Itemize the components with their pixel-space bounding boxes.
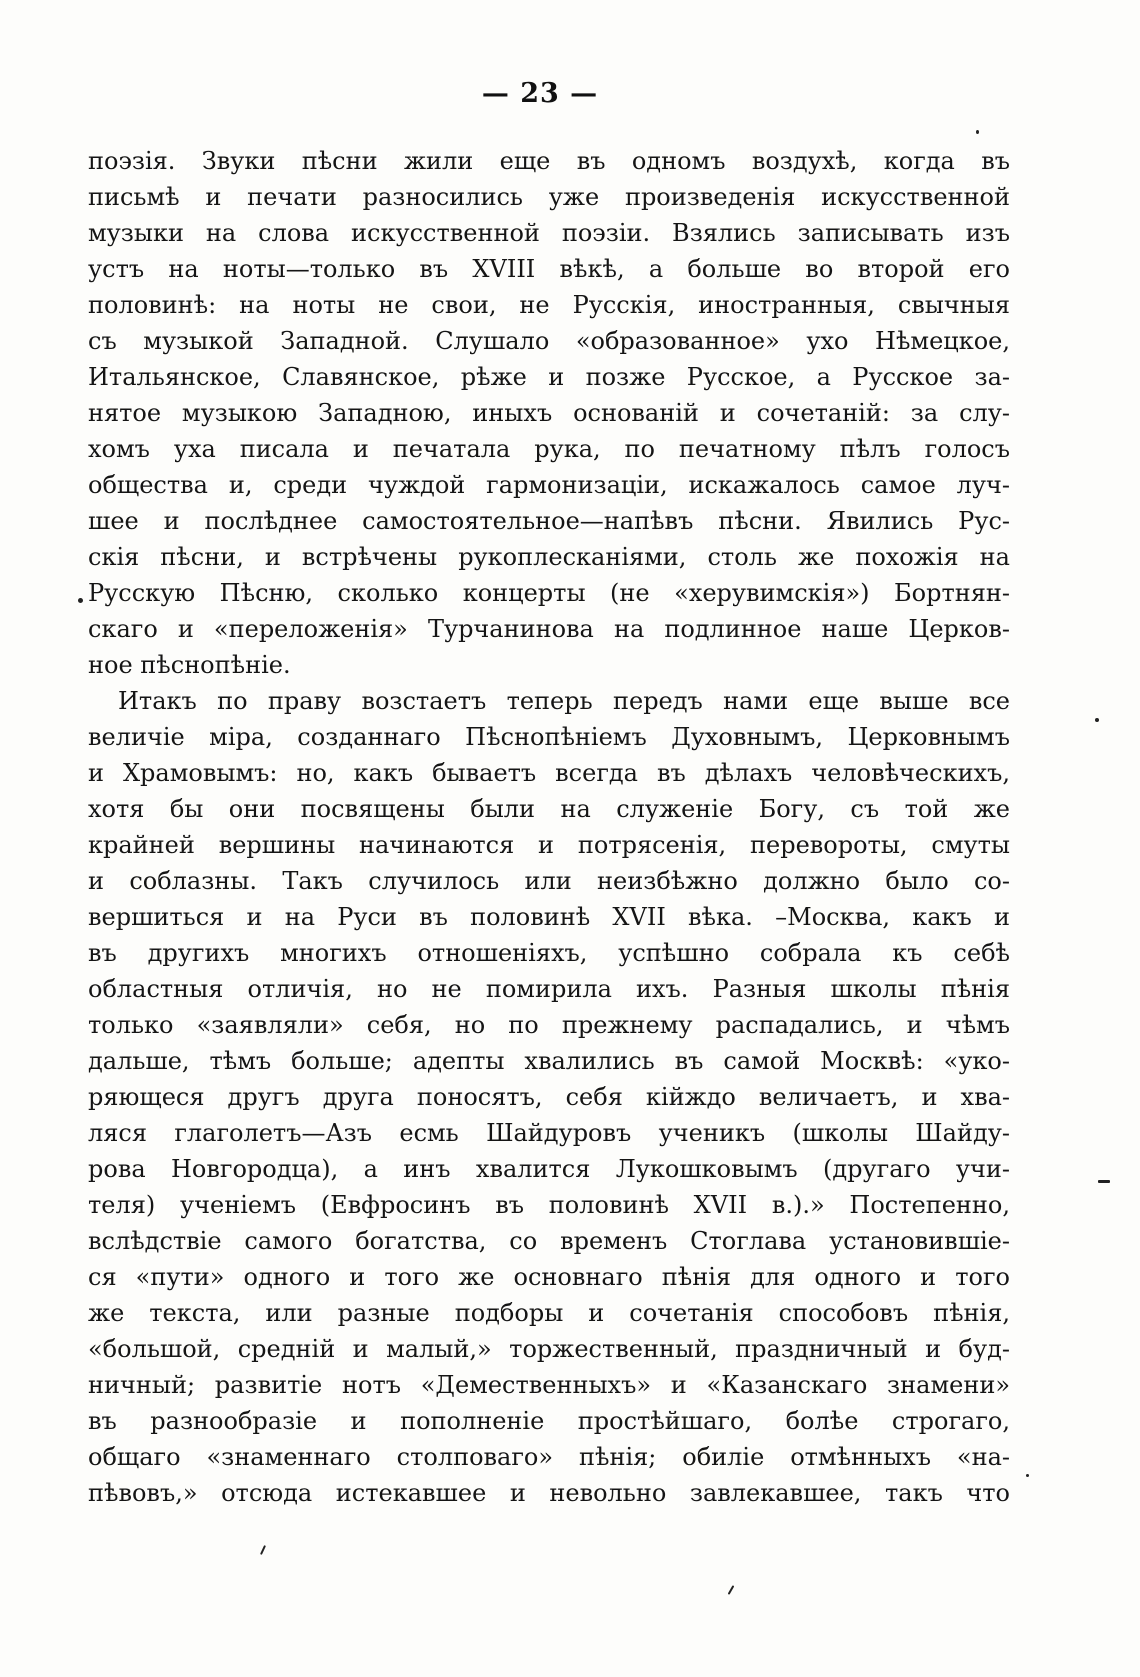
scan-speck xyxy=(78,598,83,603)
text-line: половинѣ: на ноты не свои, не Русскія, иностранныя, свычныя xyxy=(88,291,1010,319)
text-line: Русскую Пѣсню, сколько концерты (не «херувимскія») Бортнян- xyxy=(88,579,1010,607)
text-line: вершиться и на Руси въ половинѣ XVII вѣка. –Москва, какъ и xyxy=(88,903,1010,931)
text-line: вслѣдствіе самого богатства, со временъ Стоглава установившіе- xyxy=(88,1227,1010,1255)
text-line: устъ на ноты—только въ XVIII вѣкѣ, а больше во второй его xyxy=(88,255,1010,283)
text-line: письмѣ и печати разносились уже произведенія искусственной xyxy=(88,183,1010,211)
text-line: скія пѣсни, и встрѣчены рукоплесканіями, столь же похожія на xyxy=(88,543,1010,571)
text-line: теля) ученіемъ (Евфросинъ въ половинѣ XVII в.).» Постепенно, xyxy=(88,1191,1010,1219)
scan-speck xyxy=(1095,718,1099,722)
text-line: ся «пути» одного и того же основнаго пѣнія для одного и того xyxy=(88,1263,1010,1291)
text-line: крайней вершины начинаются и потрясенія, перевороты, смуты xyxy=(88,831,1010,859)
text-line: хотя бы они посвящены были на служеніе Богу, съ той же xyxy=(88,795,1010,823)
text-line: общаго «знаменнаго столповаго» пѣнія; обиліе отмѣнныхъ «на- xyxy=(88,1443,1010,1471)
text-line: Итальянское, Славянское, рѣже и позже Русское, а Русское за- xyxy=(88,363,1010,391)
text-line: общества и, среди чуждой гармонизаціи, искажалось самое луч- xyxy=(88,471,1010,499)
text-line: пѣвовъ,» отсюда истекавшее и невольно завлекавшее, такъ что xyxy=(88,1479,1010,1507)
text-line: ное пѣснопѣніе. xyxy=(88,651,291,679)
text-line: «большой, средній и малый,» торжественный, праздничный и буд- xyxy=(88,1335,1010,1363)
paragraph-2 xyxy=(88,683,1010,1511)
text-line: ряющеся другъ друга поносятъ, себя кійждо величаетъ, и хва- xyxy=(88,1083,1010,1111)
text-line: музыки на слова искусственной поэзіи. Взялись записывать изъ xyxy=(88,219,1010,247)
text-line: хомъ уха писала и печатала рука, по печатному пѣлъ голосъ xyxy=(88,435,1010,463)
text-line: же текста, или разные подборы и сочетанія способовъ пѣнія, xyxy=(88,1299,1010,1327)
text-line: въ другихъ многихъ отношеніяхъ, успѣшно собрала къ себѣ xyxy=(88,939,1010,967)
text-line: въ разнообразіе и пополненіе простѣйшаго, болѣе строгаго, xyxy=(88,1407,1010,1435)
paragraph-1 xyxy=(88,143,1010,683)
text-line: скаго и «переложенія» Турчанинова на подлинное наше Церков- xyxy=(88,615,1010,643)
text-line: ляся глаголетъ—Азъ есмь Шайдуровъ ученикъ (школы Шайду- xyxy=(88,1119,1010,1147)
scan-speck xyxy=(976,130,979,134)
scan-speck xyxy=(1026,1474,1029,1477)
text-line: нятое музыкою Западною, иныхъ основаній и сочетаній: за слу- xyxy=(88,399,1010,427)
text-line: Итакъ по праву возстаетъ теперь передъ нами еще выше все xyxy=(118,687,1010,715)
text-line: дальше, тѣмъ больше; адепты хвалились въ самой Москвѣ: «уко- xyxy=(88,1047,1010,1075)
text-line: рова Новгородца), а инъ хвалится Лукошковымъ (другаго учи- xyxy=(88,1155,1010,1183)
scan-speck xyxy=(728,1585,735,1595)
text-line: и соблазны. Такъ случилось или неизбѣжно должно было со- xyxy=(88,867,1010,895)
text-line: съ музыкой Западной. Слушало «образованное» ухо Нѣмецкое, xyxy=(88,327,1010,355)
scan-speck xyxy=(1098,1180,1110,1183)
text-line: ничный; развитіе нотъ «Демественныхъ» и «Казанскаго знамени» xyxy=(88,1371,1010,1399)
text-line: только «заявляли» себя, но по прежнему распадались, и чѣмъ xyxy=(88,1011,1010,1039)
body-text xyxy=(88,143,1010,1511)
text-line: величіе міра, созданнаго Пѣснопѣніемъ Духовнымъ, Церковнымъ xyxy=(88,723,1010,751)
text-line: и Храмовымъ: но, какъ бываетъ всегда въ дѣлахъ человѣческихъ, xyxy=(88,759,1010,787)
scan-speck xyxy=(260,1545,266,1555)
text-line: поэзія. Звуки пѣсни жили еще въ одномъ воздухѣ, когда въ xyxy=(88,147,1010,175)
text-line: областныя отличія, но не помирила ихъ. Разныя школы пѣнія xyxy=(88,975,1010,1003)
page-number: — 23 — xyxy=(481,78,599,109)
text-line: шее и послѣднее самостоятельное—напѣвъ пѣсни. Явились Рус- xyxy=(88,507,1010,535)
